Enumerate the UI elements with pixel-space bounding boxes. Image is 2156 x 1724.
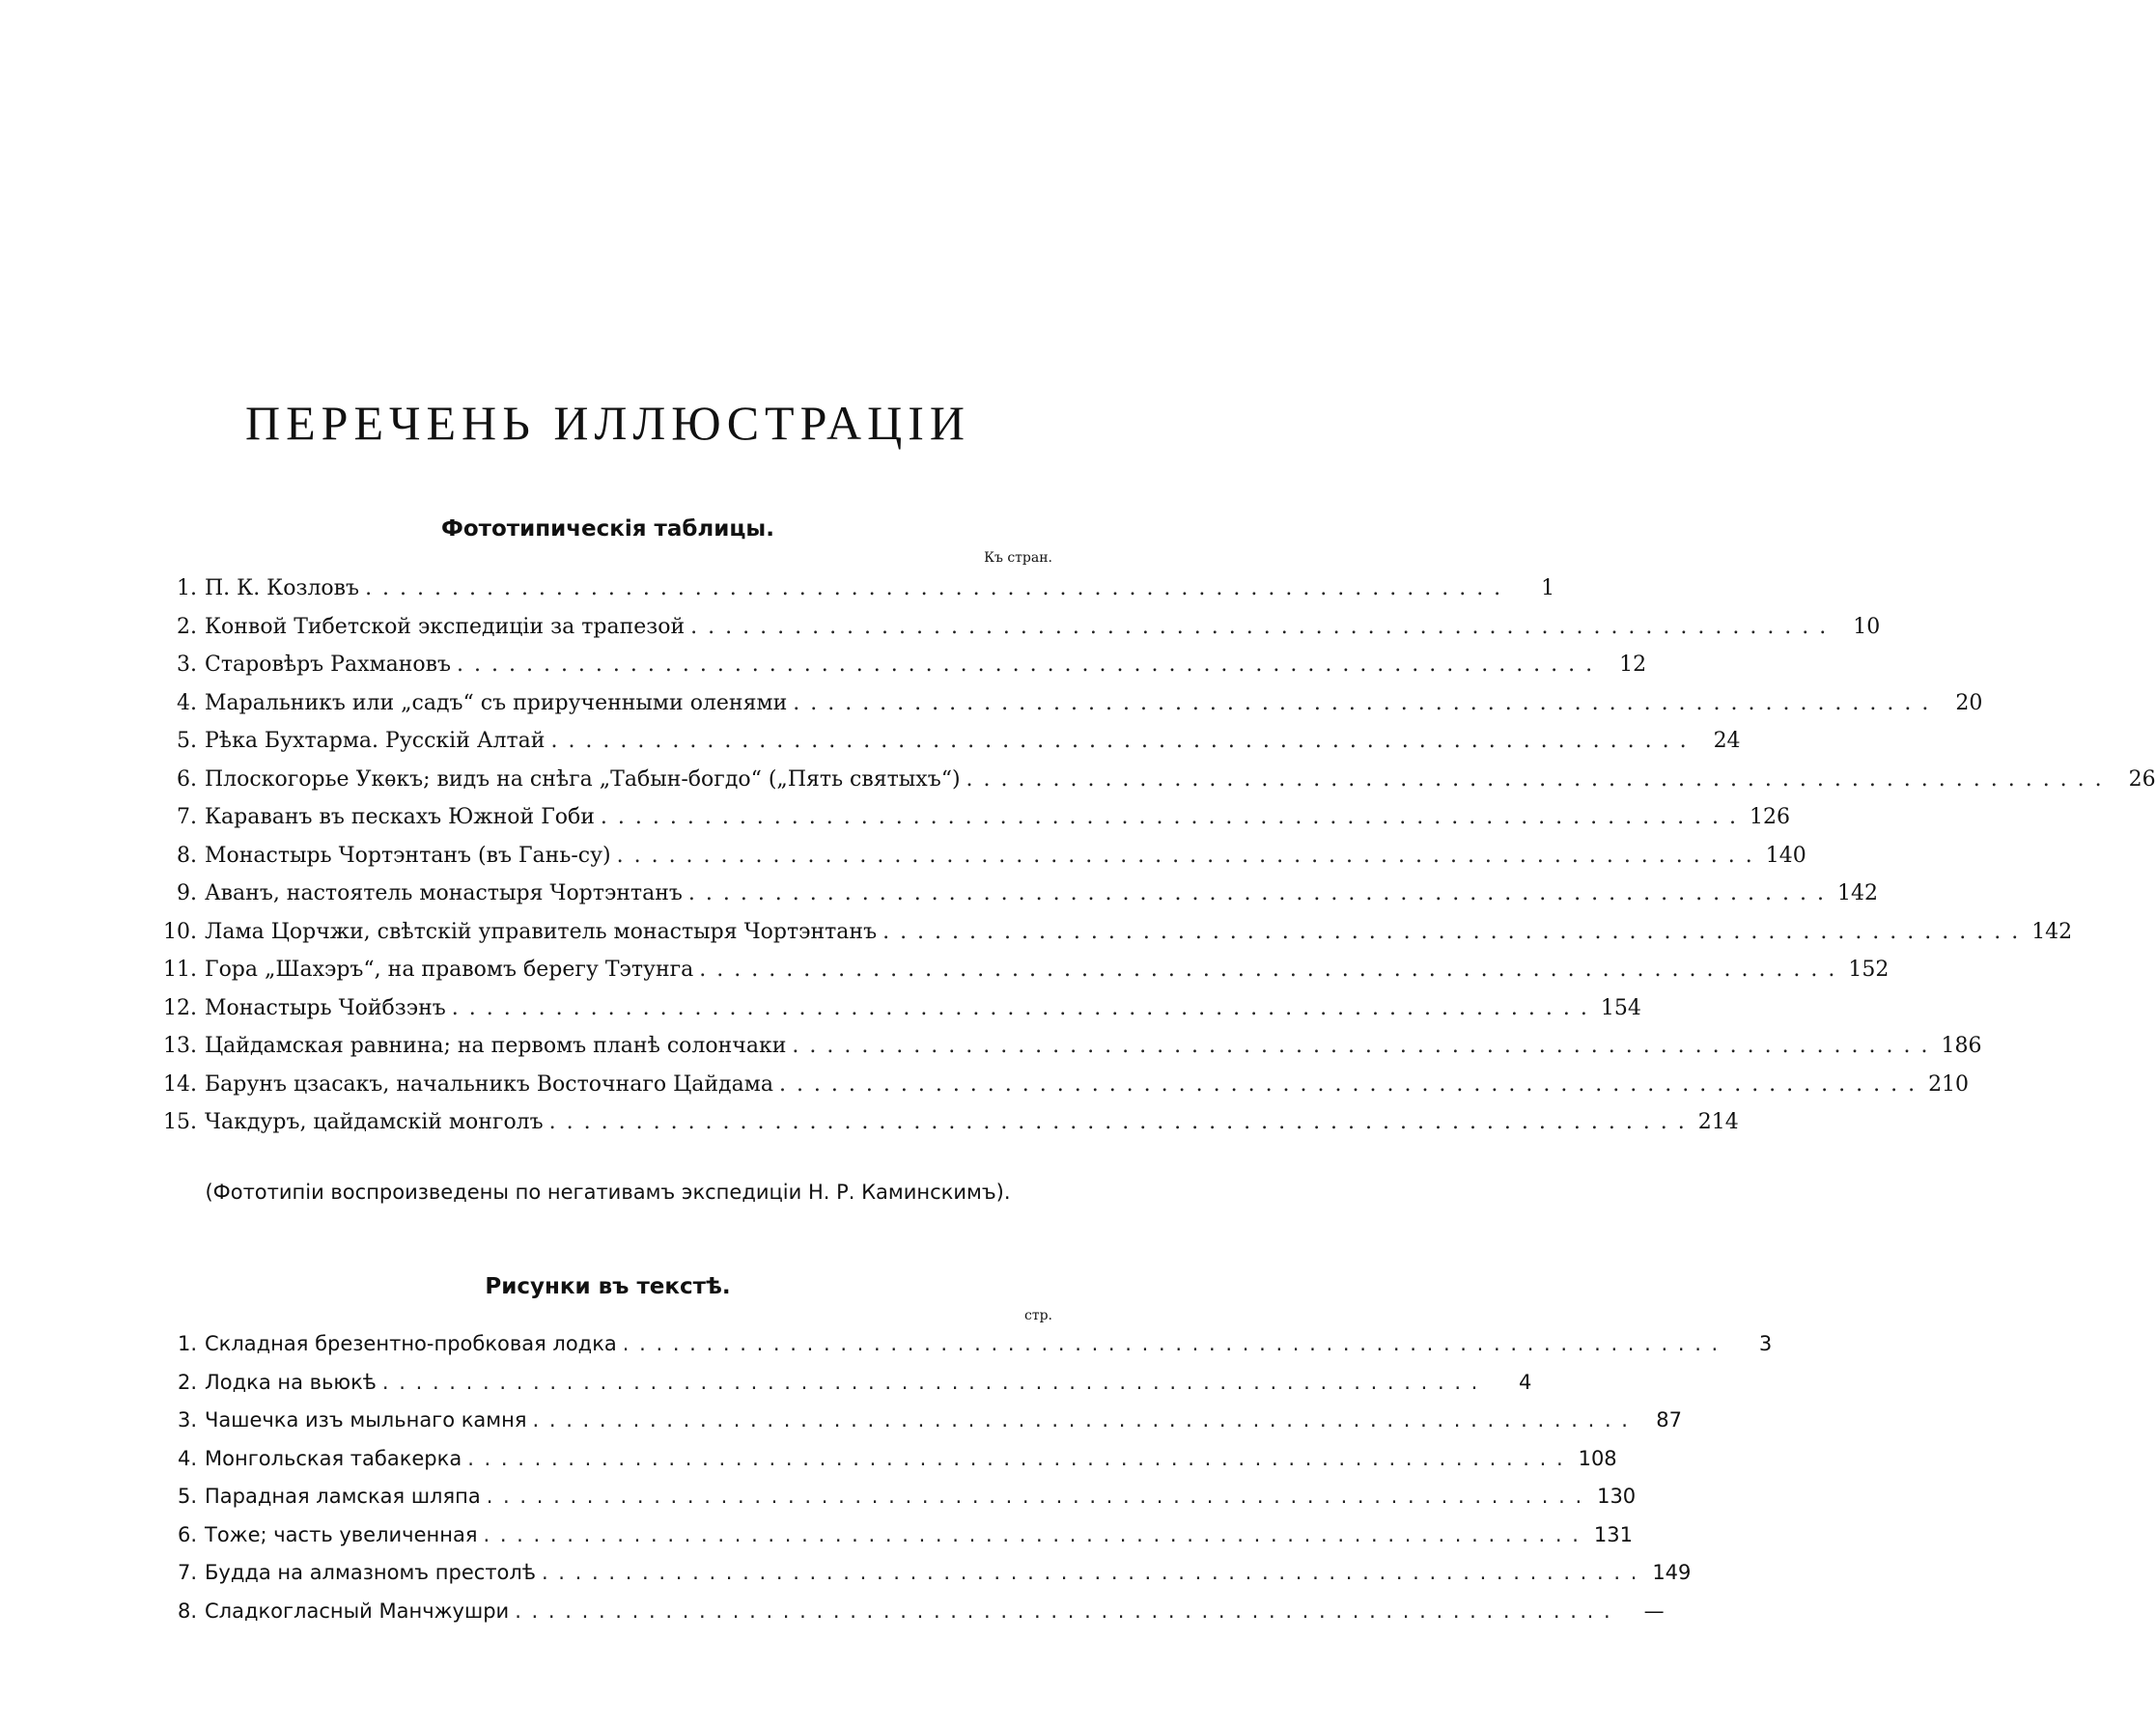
dot-leader <box>623 1325 1720 1364</box>
item-title: Чакдуръ, цайдамскій монголъ <box>205 1110 544 1134</box>
item-title: Сладкогласный Манчжушри <box>205 1599 510 1623</box>
item-page: 26 <box>2128 766 2156 792</box>
dot-leader <box>365 570 1502 608</box>
list-item <box>145 837 1806 876</box>
item-number: 2. <box>177 614 197 639</box>
item-page: 3 <box>1758 1332 1773 1355</box>
list-item <box>145 1554 1692 1593</box>
item-page: 108 <box>1578 1446 1617 1470</box>
list-item <box>145 722 1741 761</box>
item-number: 1. <box>177 576 197 600</box>
dot-leader <box>483 1516 1580 1555</box>
item-number: 15. <box>163 1110 197 1134</box>
figures-page-column-label: стр. <box>1024 1308 1052 1323</box>
list-item <box>145 1402 1682 1440</box>
item-page: 142 <box>2031 919 2073 944</box>
item-title: Монгольская табакерка <box>205 1446 462 1470</box>
item-page: 142 <box>1836 881 1878 905</box>
dot-leader <box>792 1027 1929 1066</box>
item-page: 214 <box>1697 1110 1739 1134</box>
dot-leader <box>699 951 1836 989</box>
item-number: 1. <box>177 1332 197 1355</box>
list-item <box>145 989 1641 1028</box>
dot-leader <box>617 837 1754 876</box>
item-title: Тоже; часть увеличенная <box>205 1522 478 1546</box>
item-number: 2. <box>177 1370 197 1394</box>
list-item <box>145 1103 1739 1142</box>
item-number: 7. <box>177 805 197 829</box>
list-item <box>145 1516 1633 1555</box>
item-page: 87 <box>1656 1408 1682 1432</box>
dot-leader <box>779 1066 1917 1104</box>
item-title: Старовѣръ Рахмановъ <box>205 653 452 677</box>
list-item <box>145 1027 1982 1066</box>
plates-page-column-label: Къ стран. <box>984 550 1052 566</box>
item-title: Маральникъ или „садъ“ съ прирученными оленями <box>205 690 788 715</box>
dot-leader <box>487 1478 1583 1516</box>
item-title: Гора „Шахэръ“, на правомъ берегу Тэтунга <box>205 958 694 982</box>
dot-leader <box>533 1402 1630 1440</box>
item-number: 8. <box>177 843 197 868</box>
dot-leader <box>452 989 1589 1028</box>
photo-credit-note: (Фототипіи воспроизведены по негативамъ экспедиціи Н. Р. Каминскимъ). <box>205 1181 1011 1204</box>
dot-leader <box>793 684 1930 723</box>
item-page: 12 <box>1619 653 1647 677</box>
item-number: 6. <box>177 1522 197 1546</box>
item-number: 6. <box>177 766 197 792</box>
page-title: ПЕРЕЧЕНЬ ИЛЛЮСТРАЦІИ <box>245 396 970 450</box>
item-page: 20 <box>1955 690 1983 715</box>
list-item <box>145 1440 1617 1479</box>
item-title: Аванъ, настоятель монастыря Чортэнтанъ <box>205 881 683 905</box>
item-number: 9. <box>177 881 197 905</box>
item-title: Лодка на вьюкѣ <box>205 1370 377 1394</box>
list-item <box>145 761 2156 799</box>
item-page: 186 <box>1941 1034 1982 1058</box>
item-page: 210 <box>1928 1071 1970 1097</box>
dot-leader <box>550 722 1688 761</box>
item-title: Конвой Тибетской экспедиціи за трапезой <box>205 614 686 639</box>
item-title: Будда на алмазномъ престолѣ <box>205 1561 536 1584</box>
item-title: Монастырь Чойбзэнъ <box>205 995 446 1020</box>
item-title: Лама Цорчжи, свѣтскій управитель монастыря Чортэнтанъ <box>205 919 878 944</box>
item-number: 3. <box>177 653 197 677</box>
item-title: Барунъ цзасакъ, начальникъ Восточнаго Цайдама <box>205 1071 773 1097</box>
list-item <box>145 1593 1665 1631</box>
item-title: П. К. Козловъ <box>205 576 360 600</box>
list-item <box>145 951 1890 989</box>
item-number: 10. <box>163 919 197 944</box>
list-item <box>145 1364 1532 1403</box>
item-page: 154 <box>1600 995 1641 1020</box>
dot-leader <box>457 646 1594 684</box>
dot-leader <box>882 913 2020 952</box>
item-page: 149 <box>1652 1561 1692 1584</box>
item-title: Чашечка изъ мыльнаго камня <box>205 1408 527 1432</box>
figures-section-title: Рисунки въ текстѣ. <box>485 1274 731 1299</box>
item-page: — <box>1643 1599 1665 1623</box>
item-page: 152 <box>1848 958 1890 982</box>
item-number: 5. <box>177 729 197 753</box>
item-title: Цайдамская равнина; на первомъ планѣ солончаки <box>205 1034 787 1058</box>
item-number: 12. <box>163 995 197 1020</box>
list-item <box>145 646 1647 684</box>
item-number: 8. <box>177 1599 197 1623</box>
dot-leader <box>601 798 1738 837</box>
list-item <box>145 570 1555 608</box>
list-item <box>145 1325 1773 1364</box>
item-number: 4. <box>177 1446 197 1470</box>
list-item <box>145 913 2073 952</box>
item-page: 130 <box>1597 1485 1637 1508</box>
item-page: 131 <box>1593 1522 1633 1546</box>
item-number: 13. <box>163 1034 197 1058</box>
item-title: Парадная ламская шляпа <box>205 1485 481 1508</box>
item-page: 4 <box>1518 1370 1532 1394</box>
item-number: 7. <box>177 1561 197 1584</box>
dot-leader <box>549 1103 1687 1142</box>
item-page: 10 <box>1853 614 1881 639</box>
list-item <box>145 875 1878 913</box>
figures-list <box>145 1325 1773 1630</box>
dot-leader <box>382 1364 1479 1403</box>
item-title: Монастырь Чортэнтанъ (въ Гань-су) <box>205 843 611 868</box>
dot-leader <box>688 875 1826 913</box>
plates-list <box>145 570 2156 1142</box>
list-item <box>145 684 1983 723</box>
item-page: 24 <box>1713 729 1741 753</box>
item-number: 5. <box>177 1485 197 1508</box>
dot-leader <box>542 1554 1638 1593</box>
dot-leader <box>515 1593 1611 1631</box>
item-number: 3. <box>177 1408 197 1432</box>
item-number: 11. <box>163 958 197 982</box>
item-title: Караванъ въ пескахъ Южной Гоби <box>205 805 595 829</box>
item-title: Складная брезентно-пробковая лодка <box>205 1332 617 1355</box>
item-title: Рѣка Бухтарма. Русскій Алтай <box>205 729 546 753</box>
item-number: 4. <box>177 690 197 715</box>
list-item <box>145 798 1791 837</box>
item-page: 126 <box>1750 805 1791 829</box>
dot-leader <box>467 1440 1564 1479</box>
plates-section-title: Фототипическія таблицы. <box>441 516 774 542</box>
item-title: Плоскогорье Укѳкъ; видъ на снѣга „Табын-богдо“ („Пять святыхъ“) <box>205 766 961 792</box>
list-item <box>145 1066 1970 1104</box>
item-number: 14. <box>163 1071 197 1097</box>
dot-leader <box>966 761 2104 799</box>
list-item <box>145 608 1881 647</box>
item-page: 1 <box>1541 576 1555 600</box>
list-item <box>145 1478 1637 1516</box>
item-page: 140 <box>1765 843 1806 868</box>
dot-leader <box>690 608 1828 647</box>
